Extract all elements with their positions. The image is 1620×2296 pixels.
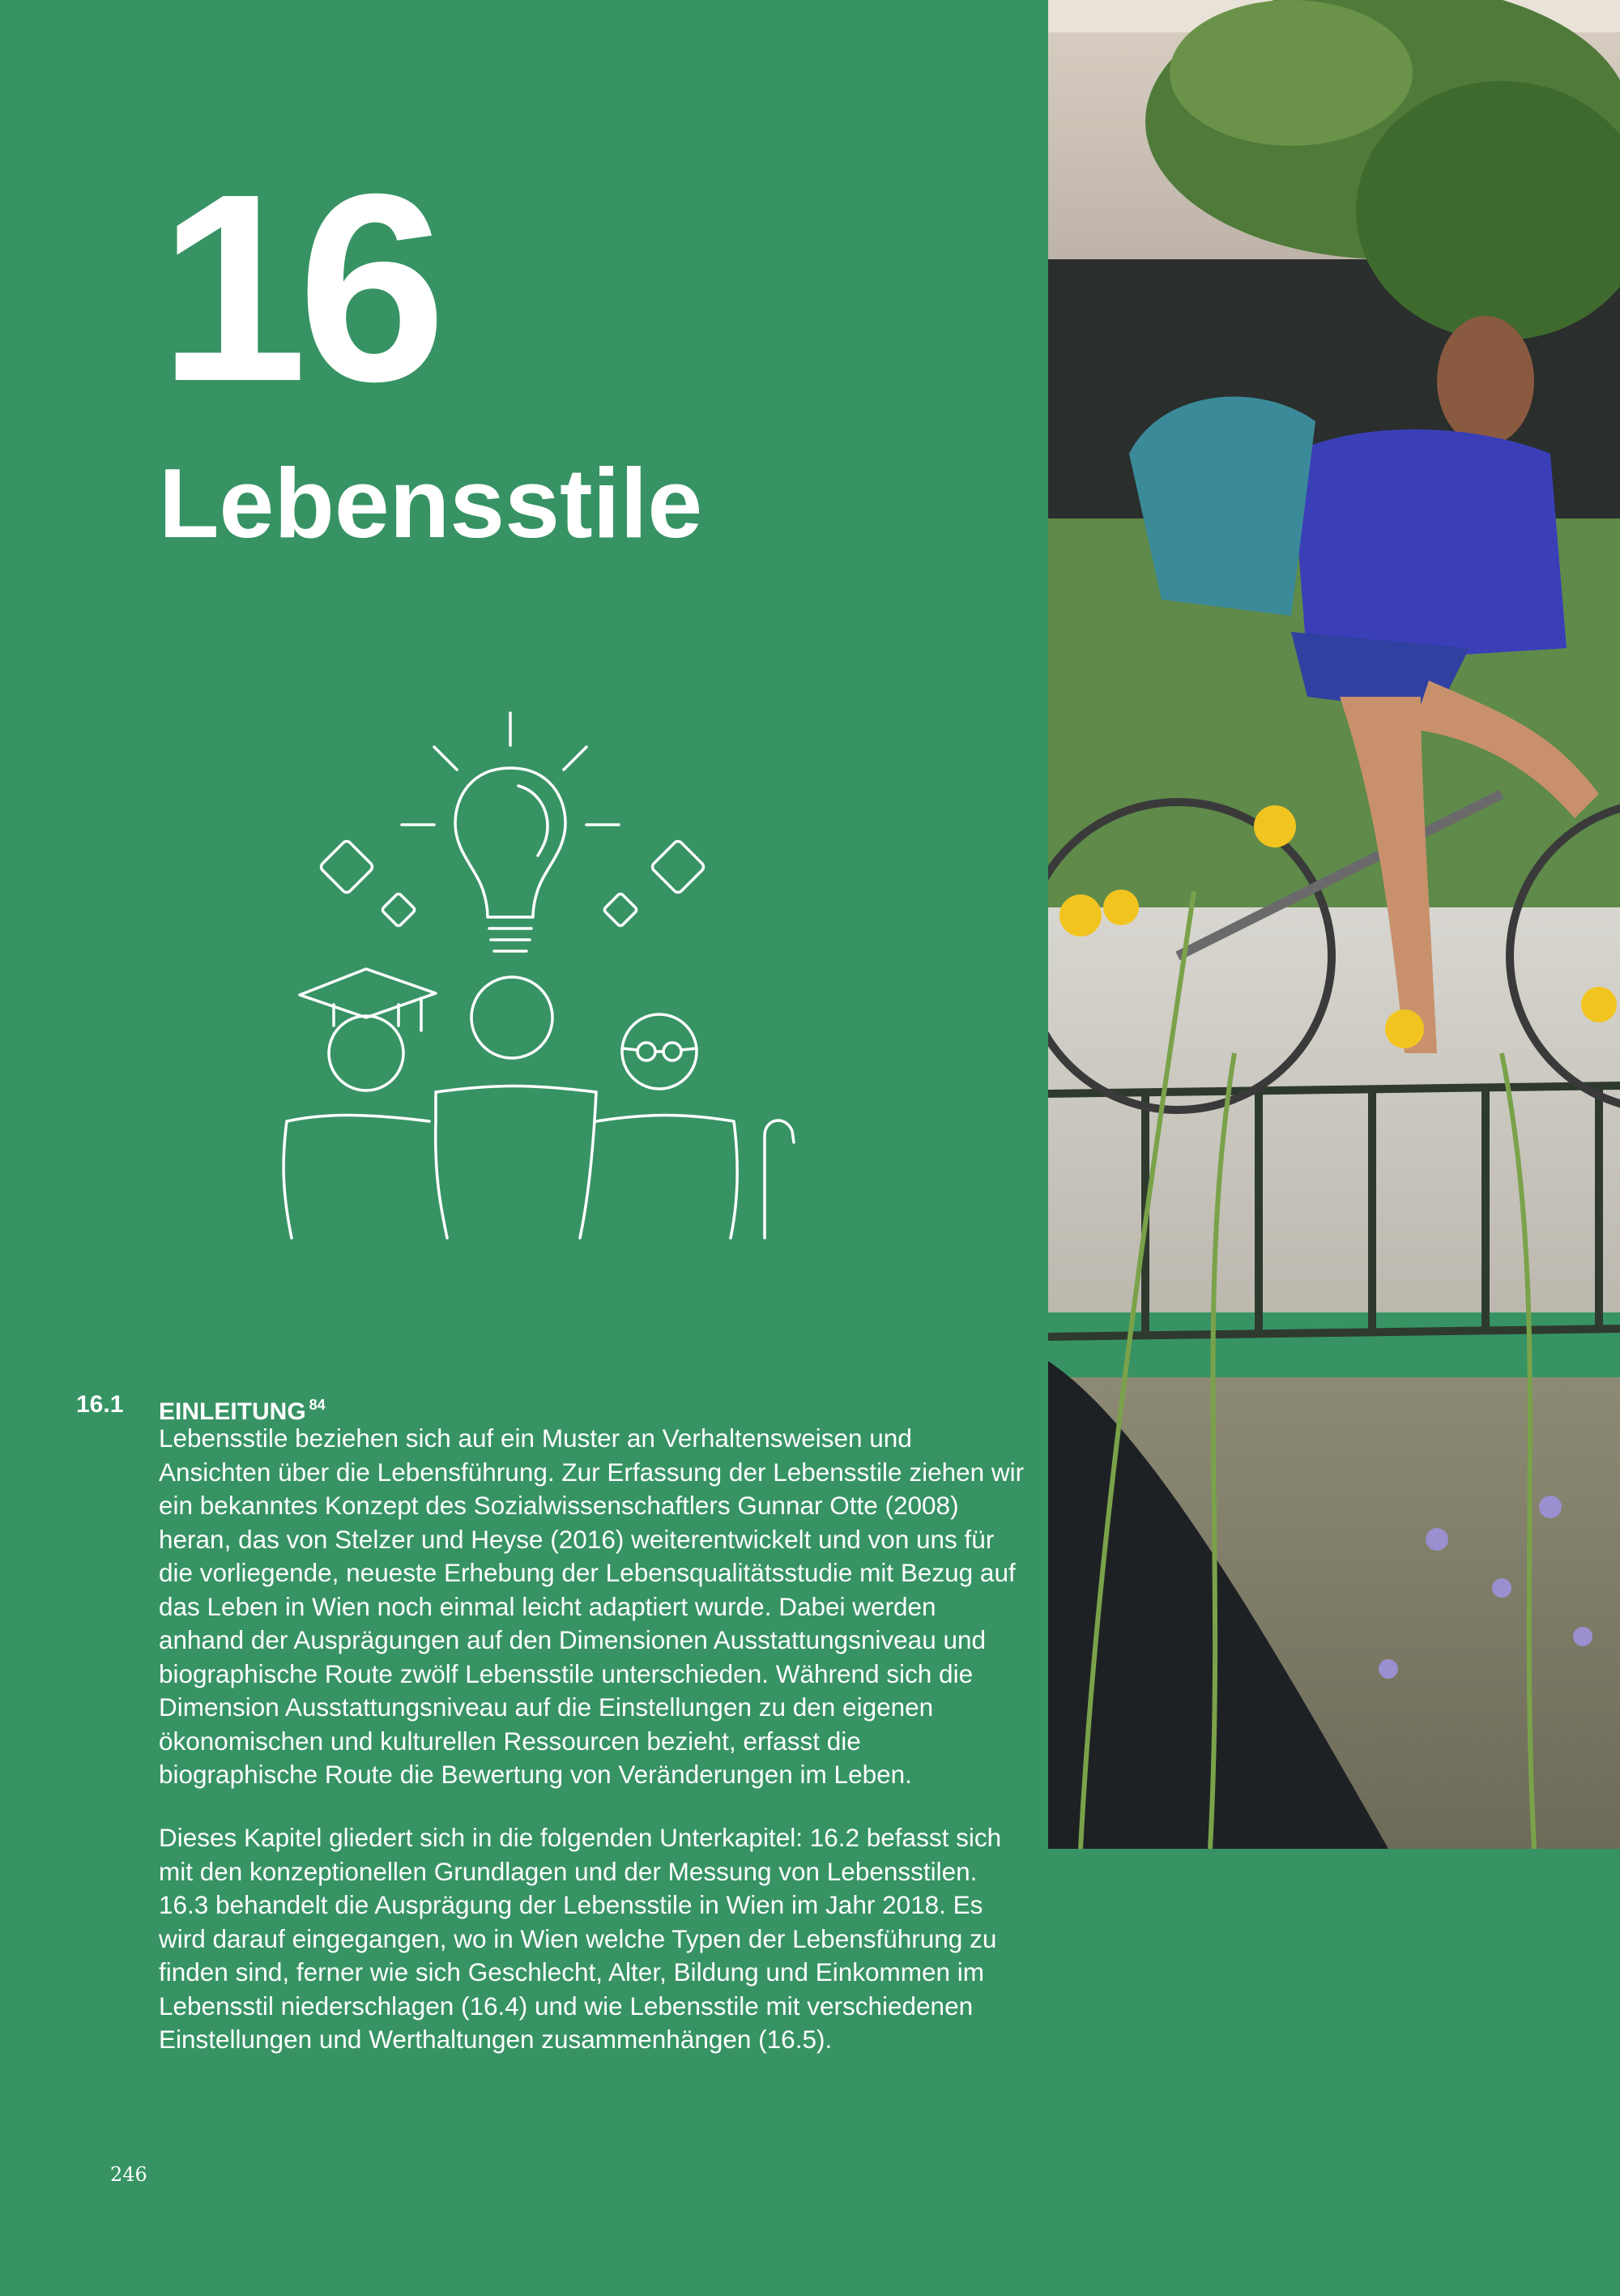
section-number: 16.1 [76, 1391, 124, 1418]
lightbulb-people-icon [275, 705, 826, 1248]
footnote-marker: 84 [309, 1397, 326, 1413]
page-number: 246 [110, 2163, 147, 2186]
intro-paragraph: Lebensstile beziehen sich auf ein Muster an Verhaltensweisen und Ansichten über die Lebensführung. Zur Erfassung der Lebensstile ziehen wir ein bekanntes Konzept des Sozialwissenschaftlers Gunnar Otte (2008) heran, das von Stelzer und Heyse (2016) weiterentwickelt und von uns für die vorliegende, neueste Erhebung der Lebensqualitätsstudie mit Bezug auf das Leben in Wien noch einmal leicht adaptiert wurde. Dabei werden anhand der Ausprägungen auf den Dimensionen Ausstattungsniveau und biographische Route zwölf Lebensstile unterschieden. Während sich die Dimension Ausstattungsniveau auf die Einstellungen zu den eigenen ökonomischen und kulturellen Ressourcen bezieht, erfasst die biographische Route die Bewertung von Veränderungen im Leben. [159, 1423, 1025, 1789]
chapter-title: Lebensstile [159, 448, 703, 558]
chapter-overview-paragraph: Dieses Kapitel gliedert sich in die folgenden Unterkapitel: 16.2 befasst sich mit den konzeptionellen Grundlagen und der Messung von Lebensstilen. 16.3 behandelt die Ausprägung der Lebensstile in Wien im Jahr 2018. Es wird darauf eingegangen, wo in Wien welche Typen der Lebensführung zu finden sind, ferner wie sich Geschlecht, Alter, Bildung und Einkommen im Lebensstil niederschlagen (16.4) und wie Lebensstile mit verschiedenen Einstellungen und Werthaltungen zusammenhängen (16.5). [159, 1823, 1002, 2054]
cyclist-flowers-photo [1048, 0, 1620, 1849]
section-title: EINLEITUNG [159, 1398, 306, 1425]
chapter-number: 16 [159, 138, 437, 437]
